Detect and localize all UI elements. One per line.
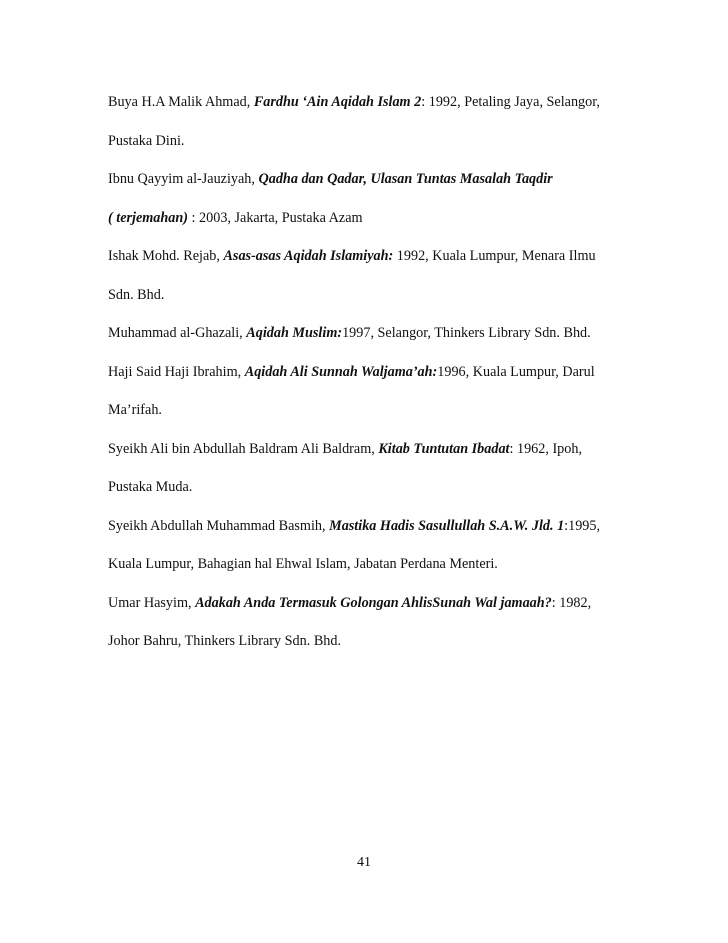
page-number: 41 — [357, 855, 371, 870]
line-text: Buya H.A Malik Ahmad, — [108, 94, 254, 110]
line-text: Kuala Lumpur, Bahagian hal Ehwal Islam, Jabatan Perdana Menteri. — [108, 556, 498, 572]
line-text: Syeikh Abdullah Muhammad Basmih, — [108, 517, 330, 534]
bibliography-line — [108, 593, 628, 613]
bibliography-line — [108, 554, 628, 574]
line-text: 1997, Selangor, Thinkers Library Sdn. Bhd. — [342, 325, 591, 341]
bibliography-line — [108, 323, 628, 343]
bibliography-line — [108, 92, 628, 112]
line-text: Umar Hasyim, — [108, 594, 196, 611]
book-title: ( terjemahan) — [108, 209, 188, 226]
line-text: Muhammad al-Ghazali, — [108, 325, 247, 341]
bibliography-list — [108, 92, 628, 670]
book-title: Adakah Anda Termasuk Golongan AhlisSunah Wal jamaah? — [195, 594, 552, 611]
bibliography-line — [108, 516, 628, 536]
line-text: : 1962, Ipoh, — [509, 440, 583, 457]
bibliography-line — [108, 400, 628, 420]
line-text: Sdn. Bhd. — [108, 286, 165, 303]
bibliography-line — [108, 631, 628, 651]
line-text: : 1982, — [551, 594, 592, 611]
bibliography-line — [108, 169, 628, 189]
bibliography-line — [108, 362, 628, 382]
line-text: 1992, Kuala Lumpur, Menara Ilmu — [393, 248, 596, 264]
line-text: Pustaka Dini. — [108, 132, 185, 149]
book-title: Kitab Tuntutan Ibadat — [378, 440, 510, 457]
bibliography-line — [108, 208, 628, 228]
line-text: Johor Bahru, Thinkers Library Sdn. Bhd. — [108, 633, 342, 649]
bibliography-line — [108, 246, 628, 266]
bibliography-line — [108, 285, 628, 305]
line-text: Ishak Mohd. Rejab, — [108, 248, 224, 264]
book-title: Mastika Hadis Sasullullah S.A.W. Jld. 1 — [329, 517, 565, 534]
line-text: Ma’rifah. — [108, 402, 162, 418]
bibliography-line — [108, 477, 628, 497]
book-title: Fardhu ‘Ain Aqidah Islam 2 — [253, 94, 422, 110]
line-text: Pustaka Muda. — [108, 479, 193, 495]
bibliography-line — [108, 131, 628, 151]
book-title: Aqidah Muslim: — [246, 325, 343, 341]
line-text: :1995, — [564, 517, 601, 534]
book-title: Qadha dan Qadar, Ulasan Tuntas Masalah Taqdir — [258, 171, 553, 187]
line-text: : 2003, Jakarta, Pustaka Azam — [188, 209, 363, 226]
line-text: : 1992, Petaling Jaya, Selangor, — [421, 94, 600, 110]
line-text: Ibnu Qayyim al-Jauziyah, — [108, 171, 259, 187]
line-text: Haji Said Haji Ibrahim, — [108, 363, 245, 380]
book-title: Aqidah Ali Sunnah Waljama’ah: — [244, 363, 438, 380]
line-text: Syeikh Ali bin Abdullah Baldram Ali Baldram, — [108, 440, 379, 457]
bibliography-line — [108, 439, 628, 459]
book-title: Asas-asas Aqidah Islamiyah: — [223, 248, 394, 264]
line-text: 1996, Kuala Lumpur, Darul — [437, 363, 595, 380]
